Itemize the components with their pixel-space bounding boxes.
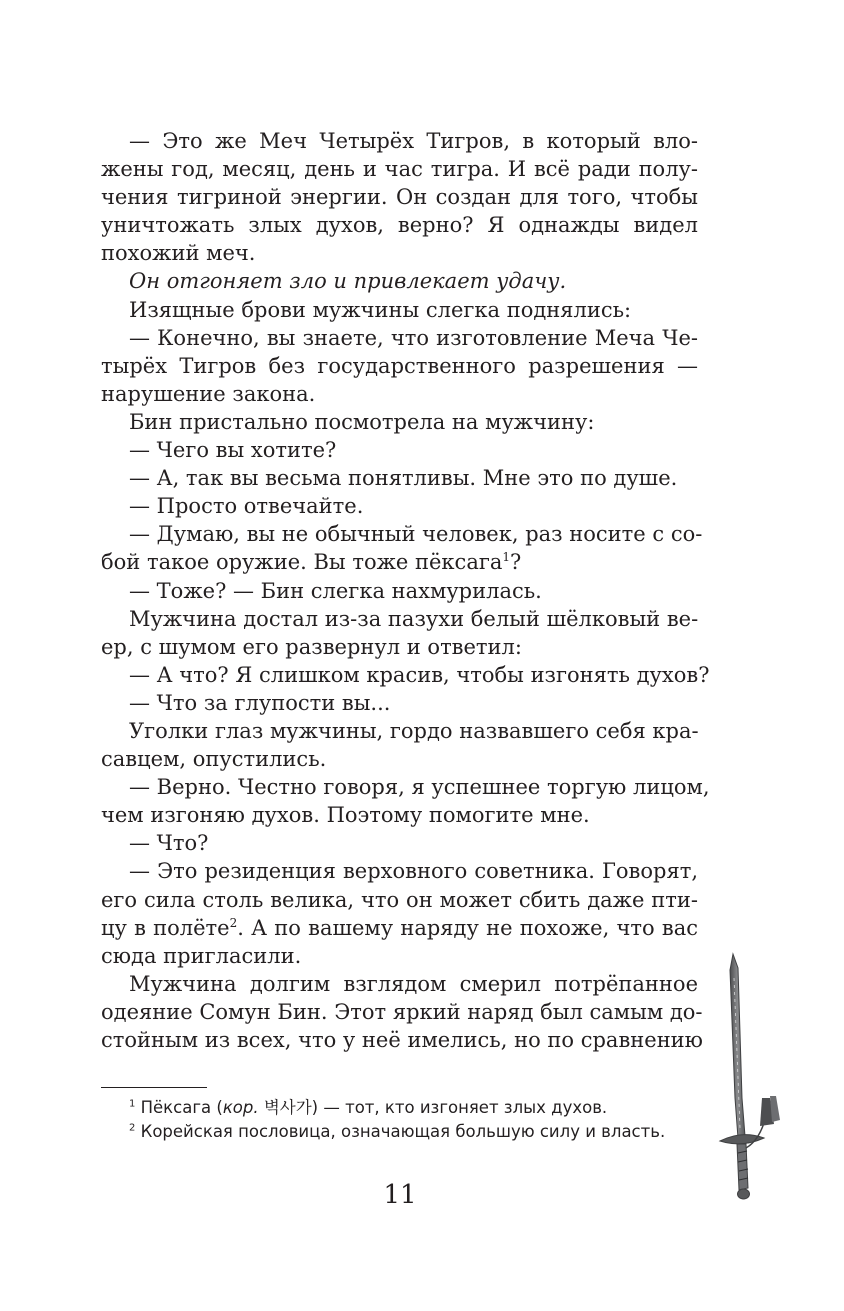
footnote-ref: 1 [502,550,510,565]
paragraph [101,520,703,576]
text-line [101,914,698,942]
paragraph [101,829,698,857]
text-line: — Думаю, вы не обычный человек, раз носите с со- [129,522,703,547]
text-line: — А что? Я слишком красив, чтобы изгонять духов? [129,662,710,687]
text-line: — Просто отвечайте. [129,494,364,519]
footnote-2-number: 2 [129,1122,136,1134]
paragraph [101,492,698,520]
sword-icon [712,948,792,1208]
text-line: — Что за глупости вы... [129,690,391,715]
text-line: ер, с шумом его развернул и ответил: [101,634,522,659]
paragraph [101,267,698,295]
text-line: — Что? [129,831,209,856]
text-line: жены год, месяц, день и час тигра. И всё ради полу- [101,157,698,182]
paragraph [101,127,698,267]
text-line: Уголки глаз мужчины, гордо назвавшего себя кра- [129,718,699,743]
text-line: Мужчина долгим взглядом смерил потрёпанное [129,971,698,996]
text-line: Бин пристально посмотрела на мужчину: [129,409,595,434]
text-line: — А, так вы весьма понятливы. Мне это по душе. [129,466,678,491]
footnote-1-text: — тот, кто изгоняет злых духов. [318,1098,608,1117]
body-text [101,127,710,1054]
paragraph [101,464,698,492]
footnote-1-number: 1 [129,1098,136,1110]
paragraph [101,857,698,969]
text-line: — Тоже? — Бин слегка нахмурилась. [129,578,542,603]
text-line [101,548,698,576]
text-line: Мужчина достал из-за пазухи белый шёлковый ве- [129,606,699,631]
text-line: — Верно. Честно говоря, я успешнее торгую лицом, [129,775,710,800]
text-line: — Чего вы хотите? [129,438,337,463]
text-line: стойным из всех, что у неё имелись, но по сравнению [101,1028,703,1052]
footnote-1: $^1$ Пёксага (кор. 벽사가) — тот, кто изгоняет злых духов. [129,1098,608,1117]
paragraph [101,605,698,661]
paragraph [101,324,698,408]
text-line: чения тигриной энергии. Он создан для того, чтобы [101,185,698,210]
paragraph [101,717,698,773]
text-line: — Конечно, вы знаете, что изготовление Меча Че- [129,325,698,350]
text-line: похожий меч. [101,241,256,266]
text-line: сюда пригласили. [101,943,302,968]
paragraph [101,436,698,464]
text-segment: ? [510,550,522,575]
footnote-1-korean: 벽사가 [263,1098,312,1117]
text-line: одеяние Сомун Бин. Этот яркий наряд был самым до- [101,999,703,1024]
footnote-divider [101,1087,207,1088]
text-line: Изящные брови мужчины слегка поднялись: [129,297,632,322]
text-line: — Это же Меч Четырёх Тигров, в который вло- [129,129,698,153]
footnotes [129,1096,709,1144]
footnote-2-text: Корейская пословица, означающая большую силу и власть. [140,1122,666,1141]
paragraph [101,577,698,605]
paragraph [101,661,710,689]
text-line: Он отгоняет зло и привлекает удачу. [129,269,567,294]
footnote-2 [129,1120,709,1144]
text-line: чем изгоняю духов. Поэтому помогите мне. [101,803,590,828]
text-line: тырёх Тигров без государственного разрешения — [101,353,698,378]
footnote-ref: 2 [229,915,238,930]
page-number: 11 [383,1180,417,1210]
paragraph [101,970,703,1054]
paragraph [101,408,698,436]
text-segment: цу в полёте [101,915,230,940]
text-line: савцем, опустились. [101,747,327,772]
text-line: его сила столь велика, что он может сбить даже пти- [101,887,698,912]
text-line: — Это резиденция верховного советника. Говорят, [129,859,698,884]
paragraph [101,689,698,717]
text-segment: . А по вашему наряду не похоже, что вас [237,915,698,940]
paragraph [101,296,698,324]
text-segment: бой такое оружие. Вы тоже пёксага [101,550,503,575]
paragraph [101,773,710,829]
text-line: нарушение закона. [101,381,316,406]
footnote-1-abbr: кор. [222,1098,259,1117]
text-line: уничтожать злых духов, верно? Я однажды видел [101,213,698,238]
footnote-1-term: Пёксага [140,1098,212,1117]
